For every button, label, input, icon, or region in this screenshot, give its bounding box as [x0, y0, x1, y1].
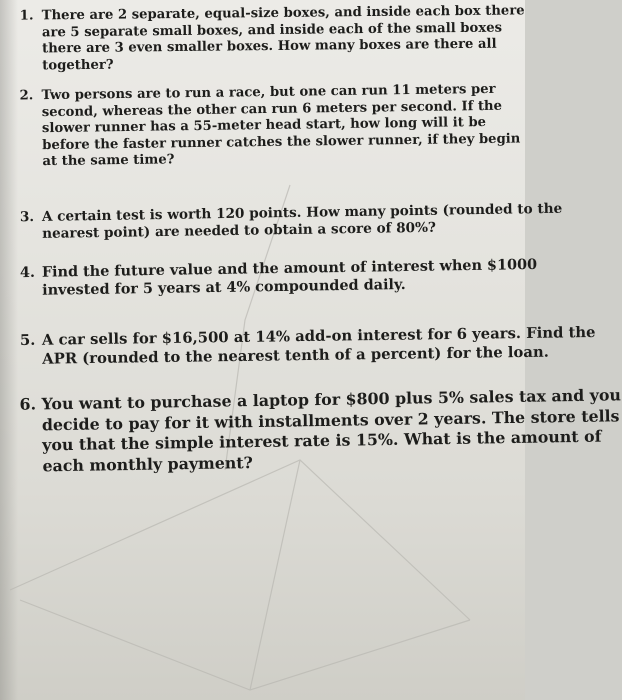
- question-text-line: each monthly payment?: [42, 452, 253, 475]
- question-text-line: together?: [42, 57, 114, 74]
- question-text-line: are 5 separate small boxes, and inside each of the small boxes: [41, 20, 503, 41]
- question-text-line: nearest point) are needed to obtain a score of 80%?: [42, 219, 437, 242]
- question-text-line: invested for 5 years at 4% compounded daily.: [42, 276, 406, 299]
- question-text-line: you that the simple interest rate is 15%. What is the amount of: [42, 426, 602, 455]
- question-text-line: there are 3 even smaller boxes. How many boxes are there all: [42, 36, 497, 57]
- question-number: 1.: [19, 8, 34, 24]
- question-text-line: You want to purchase a laptop for $800 plus 5% sales tax and you: [41, 385, 622, 414]
- question-5: [20, 323, 596, 369]
- question-2: [19, 82, 520, 172]
- page-edge-shadow: [0, 0, 18, 700]
- question-text-line: Find the future value and the amount of interest when $1000: [41, 255, 538, 281]
- question-number: 6.: [19, 394, 37, 414]
- question-text-line: A car sells for $16,500 at 14% add-on interest for 6 years. Find the: [41, 323, 596, 349]
- question-6: [19, 385, 622, 476]
- question-text-line: before the faster runner catches the slower runner, if they begin: [42, 131, 521, 153]
- question-text-line: at the same time?: [42, 152, 175, 170]
- question-number: 3.: [19, 209, 35, 226]
- question-text-line: second, whereas the other can run 6 meters per second. If the: [41, 98, 503, 120]
- question-number: 4.: [19, 263, 36, 282]
- question-text-line: decide to pay for it with installments over 2 years. The store tells: [41, 405, 620, 434]
- question-1: [20, 3, 526, 75]
- question-text-line: Two persons are to run a race, but one can run 11 meters per: [41, 81, 496, 104]
- question-number: 5.: [19, 331, 36, 350]
- question-text-line: There are 2 separate, equal-size boxes, and inside each box there: [41, 3, 525, 24]
- question-text-line: APR (rounded to the nearest tenth of a percent) for the loan.: [42, 343, 549, 368]
- question-text-line: slower runner has a 55-meter head start, how long will it be: [41, 115, 487, 137]
- question-text-line: A certain test is worth 120 points. How many points (rounded to the: [41, 200, 563, 225]
- question-number: 2.: [19, 88, 34, 104]
